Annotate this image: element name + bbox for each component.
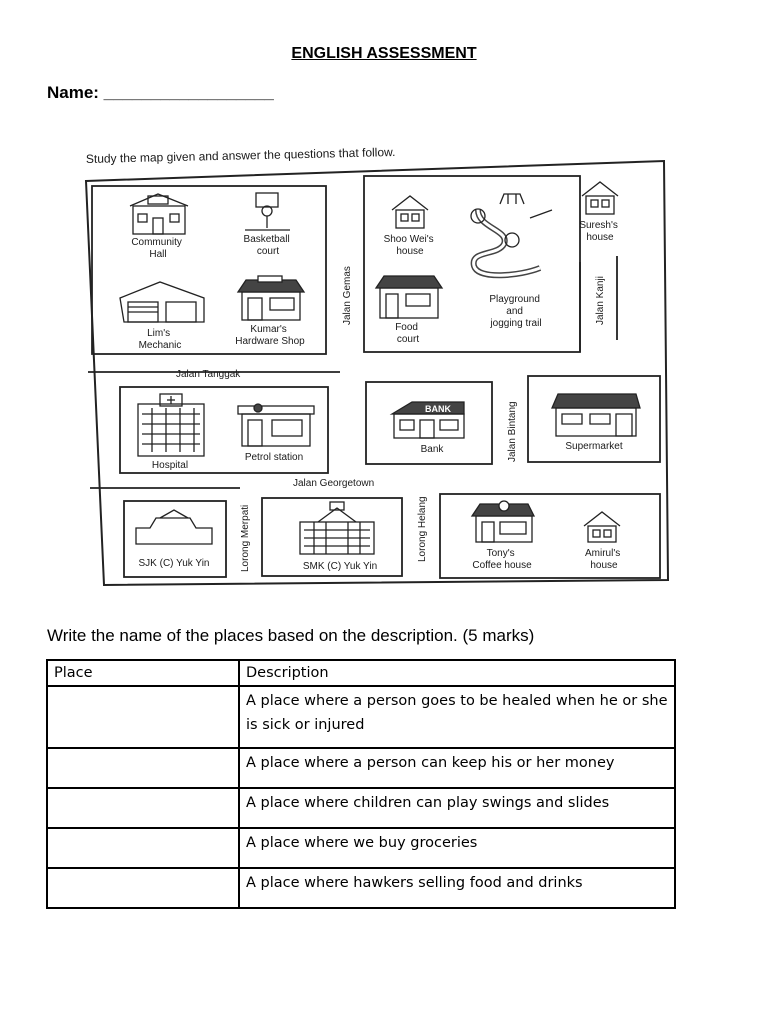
basketball-court-icon — [245, 193, 290, 230]
place-answer-cell[interactable] — [47, 788, 239, 828]
house-icon — [584, 512, 620, 542]
label-sureshs-house: Suresh's house — [579, 220, 618, 243]
school-outline-icon — [136, 510, 212, 544]
place-answer-cell[interactable] — [47, 868, 239, 908]
label-shoo-weis-house: Shoo Wei's house — [383, 234, 434, 257]
road-jalan-tanggak: Jalan Tanggak — [176, 369, 241, 380]
hardware-shop-icon — [238, 276, 304, 320]
coffee-house-icon — [472, 501, 534, 542]
table-row — [47, 748, 675, 788]
bank-sign: BANK — [425, 404, 451, 414]
description-cell: A place where children can play swings and slides — [239, 788, 675, 828]
road-jalan-kanji: Jalan Kanji — [595, 276, 606, 325]
road-lorong-merpati: Lorong Merpati — [240, 504, 251, 572]
place-answer-cell[interactable] — [47, 828, 239, 868]
label-community-hall: Community Hall — [131, 237, 182, 260]
food-court-icon — [376, 276, 442, 318]
community-hall-icon — [130, 194, 188, 234]
label-playground: Playground and jogging trail — [489, 294, 542, 329]
road-lorong-helang: Lorong Helang — [417, 496, 428, 562]
table-row — [47, 686, 675, 748]
label-amiruls-house: Amirul's house — [584, 548, 621, 571]
label-smk: SMK (C) Yuk Yin — [302, 561, 378, 572]
table-header-row — [47, 660, 675, 686]
label-kumars-shop: Kumar's Hardware Shop — [235, 324, 305, 347]
label-basketball-court: Basketball court — [243, 234, 290, 257]
place-answer-cell[interactable] — [47, 686, 239, 748]
playground-icon — [471, 194, 552, 275]
description-cell: A place where a person goes to be healed when he or she is sick or injured — [239, 686, 675, 748]
label-supermarket: Supermarket — [565, 441, 623, 452]
column-header-description: Description — [239, 660, 675, 686]
hospital-icon — [138, 394, 204, 456]
house-icon — [392, 196, 428, 228]
house-icon — [582, 182, 618, 214]
label-food-court: Food court — [395, 322, 420, 345]
table-row — [47, 828, 675, 868]
place-answer-cell[interactable] — [47, 748, 239, 788]
petrol-station-icon — [238, 404, 314, 446]
road-jalan-georgetown: Jalan Georgetown — [293, 478, 375, 489]
page-title: ENGLISH ASSESSMENT — [291, 45, 477, 62]
road-jalan-bintang: Jalan Bintang — [507, 401, 518, 462]
label-bank: Bank — [420, 444, 444, 455]
block-top-left — [92, 186, 326, 354]
label-hospital: Hospital — [151, 460, 189, 471]
school-building-icon — [300, 502, 374, 554]
road-jalan-gemas: Jalan Gemas — [342, 266, 353, 325]
label-petrol-station: Petrol station — [244, 452, 304, 463]
column-header-place: Place — [47, 660, 239, 686]
name-field-label[interactable]: Name: __________________ — [47, 83, 274, 102]
label-tonys-coffee-house: Tony's Coffee house — [472, 548, 532, 571]
question-instruction: Write the name of the places based on the description. (5 marks) — [47, 626, 535, 645]
answer-table — [46, 659, 676, 909]
label-sjk: SJK (C) Yuk Yin — [138, 558, 210, 569]
description-cell: A place where hawkers selling food and drinks — [239, 868, 675, 908]
table-row — [47, 788, 675, 828]
description-cell: A place where a person can keep his or her money — [239, 748, 675, 788]
supermarket-icon — [552, 394, 640, 436]
table-row — [47, 868, 675, 908]
map-instruction: Study the map given and answer the questions that follow. — [85, 144, 396, 166]
description-cell: A place where we buy groceries — [239, 828, 675, 868]
label-lims-mechanic: Lim's Mechanic — [138, 328, 182, 351]
garage-icon — [120, 282, 204, 322]
